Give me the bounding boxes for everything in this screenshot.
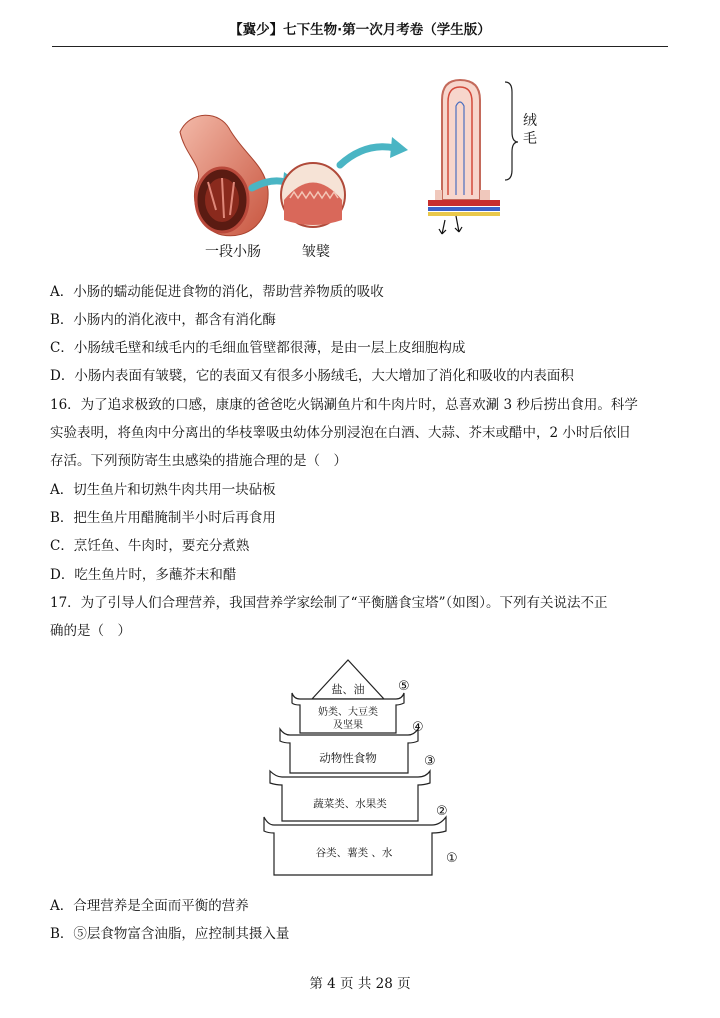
- villus-label-2: 毛: [523, 131, 537, 147]
- pagoda-layer-2: [270, 771, 430, 821]
- pagoda-layer-3-label: 动物性食物: [319, 751, 377, 765]
- q16-option-a: A．切生鱼片和切熟牛肉共用一块砧板: [50, 482, 276, 498]
- q16-stem-line-1: 16．为了追求极致的口感，康康的爸爸吃火锅涮鱼片和牛肉片时，总喜欢涮 3 秒后捞出食用。科学: [50, 397, 638, 413]
- pagoda-layer-1: [264, 817, 446, 875]
- pagoda-layer-5-label: 盐、油: [331, 683, 365, 696]
- q16-option-c: C．烹饪鱼、牛肉时，要充分煮熟: [50, 538, 250, 554]
- intestine-segment-image: [180, 115, 268, 236]
- diet-pagoda-figure: [262, 655, 462, 883]
- pagoda-number-2: ②: [436, 804, 448, 819]
- q15-option-b: B．小肠内的消化液中，都含有消化酶: [50, 312, 276, 328]
- page-header: 【冀少】七下生物·第一次月考卷（学生版）: [229, 22, 491, 38]
- header-rule: [52, 46, 668, 47]
- villus-label-1: 绒: [523, 113, 537, 129]
- q15-option-c: C．小肠绒毛壁和绒毛内的毛细血管壁都很薄，是由一层上皮细胞构成: [50, 340, 466, 356]
- pagoda-number-3: ③: [424, 754, 436, 769]
- q17-option-b: B．⑤层食物富含油脂，应控制其摄入量: [50, 926, 290, 942]
- q16-stem-line-3: 存活。下列预防寄生虫感染的措施合理的是（ ）: [50, 453, 347, 469]
- q16-stem-line-2: 实验表明，将鱼肉中分离出的华枝睾吸虫幼体分别浸泡在白酒、大蒜、芥末或醋中，2 小时后依旧: [50, 425, 630, 441]
- pagoda-layer-2-label: 蔬菜类、水果类: [313, 798, 387, 810]
- arrow-icon: [252, 181, 286, 188]
- pagoda-number-1: ①: [446, 851, 458, 866]
- villus-image: [428, 80, 518, 234]
- q16-option-d: D．吃生鱼片时，多蘸芥末和醋: [50, 567, 237, 583]
- fold-image: [281, 163, 345, 227]
- page-footer: 第 4 页 共 28 页: [309, 976, 411, 992]
- q17-stem-line-1: 17．为了引导人们合理营养，我国营养学家绘制了“平衡膳食宝塔”（如图）。下列有关说法不正: [50, 595, 608, 611]
- intestine-figure: [160, 70, 570, 270]
- q15-option-d: D．小肠内表面有皱襞，它的表面又有很多小肠绒毛，大大增加了消化和吸收的内表面积: [50, 368, 574, 384]
- arrow-icon: [340, 147, 395, 165]
- pagoda-number-4: ④: [412, 720, 424, 735]
- pagoda-layer-4-label-1: 奶类、大豆类: [318, 707, 378, 718]
- q16-option-b: B．把生鱼片用醋腌制半小时后再食用: [50, 510, 276, 526]
- pagoda-layer-1-label: 谷类、薯类 、水: [315, 847, 393, 859]
- fold-label: 皱襞: [302, 244, 330, 260]
- q15-option-a: A．小肠的蠕动能促进食物的消化，帮助营养物质的吸收: [50, 284, 384, 300]
- q17-stem-line-2: 确的是（ ）: [50, 623, 131, 639]
- q17-option-a: A．合理营养是全面而平衡的营养: [50, 898, 249, 914]
- pagoda-number-5: ⑤: [398, 679, 410, 694]
- pagoda-layer-4-label-2: 及坚果: [333, 720, 363, 731]
- segment-label: 一段小肠: [205, 244, 261, 260]
